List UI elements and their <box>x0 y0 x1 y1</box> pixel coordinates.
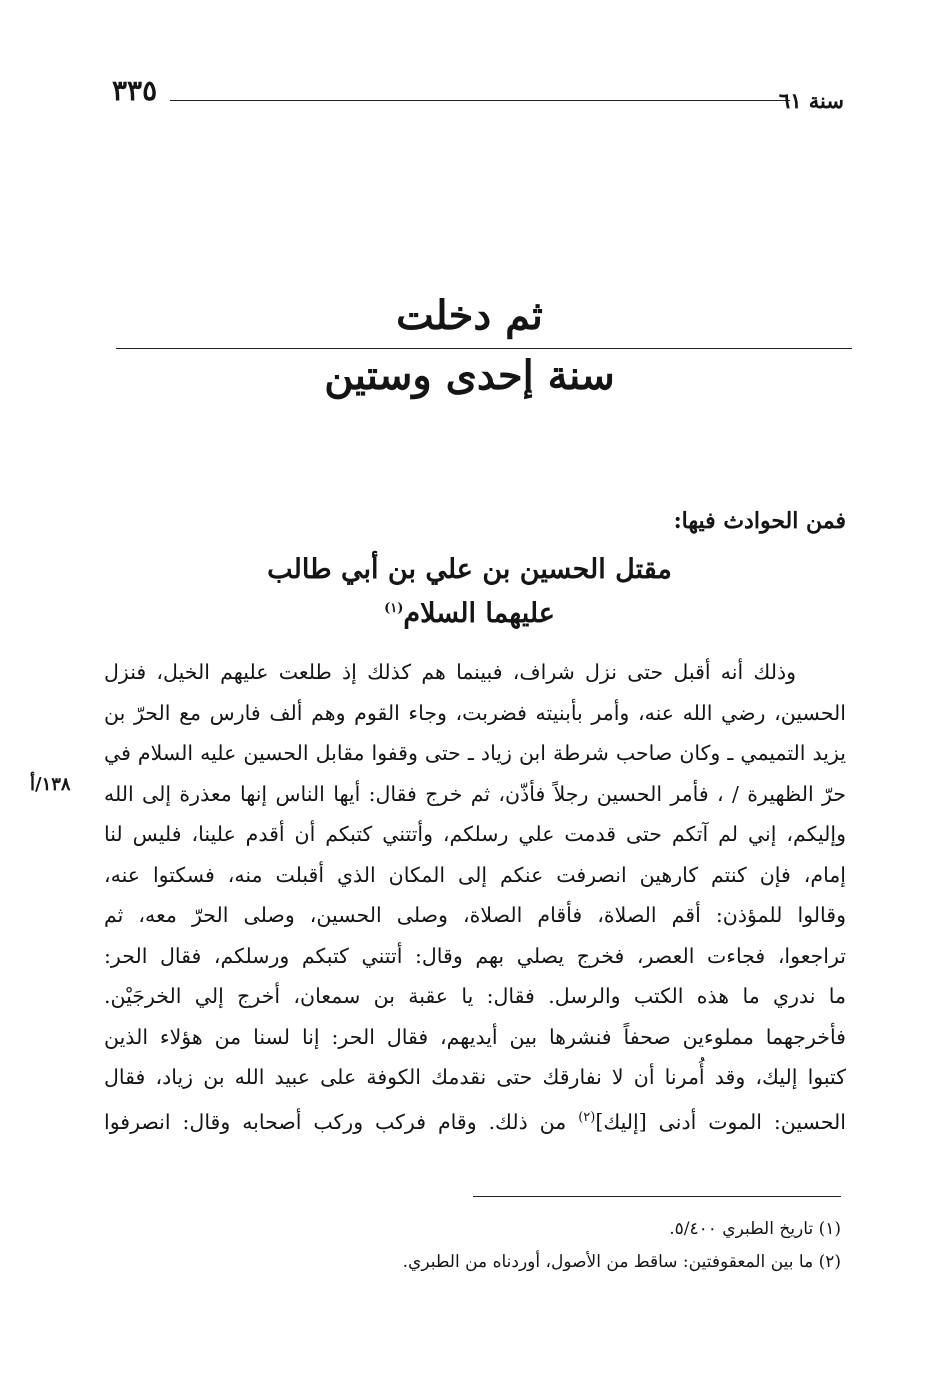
section-intro: فمن الحوادث فيها: <box>673 508 846 534</box>
chapter-divider <box>116 348 852 349</box>
section-title-line-1: مقتل الحسين بن علي بن أبي طالب <box>267 554 672 585</box>
body-line: كتبوا إليك، وقد أُمرنا أن لا نفارقك حتى نقدمك الكوفة على عبيد الله بن زياد، فقال <box>104 1065 846 1089</box>
page-number: ٣٣٥ <box>112 74 158 107</box>
chapter-title-line-2: سنة إحدى وستين <box>324 352 615 399</box>
body-line: وإليكم، إني لم آتكم حتى قدمت علي رسلكم، وأتتني كتبكم أن أقدم علينا، فليس لنا <box>104 822 846 846</box>
body-line: وقالوا للمؤذن: أقم الصلاة، فأقام الصلاة، وصلى الحسين، وصلى الحرّ معه، ثم <box>104 903 846 927</box>
body-line: الحسين، رضي الله عنه، وأمر بأبنيته فضربت، وجاء القوم وهم ألف فارس مع الحرّ بن <box>104 700 846 725</box>
footnote-ref-1: (١) <box>384 601 404 616</box>
body-line: يزيد التميمي ـ وكان صاحب شرطة ابن زياد ـ حتى وقفوا مقابل الحسين عليه السلام في <box>104 741 846 765</box>
footnote-ref-2: (٢) <box>578 1109 596 1125</box>
body-line-last-start: الحسين: الموت أدنى [إليك] <box>595 1109 846 1134</box>
footnote-1: (١) تاريخ الطبري ٥/٤٠٠. <box>669 1219 841 1239</box>
footnote-divider <box>473 1196 841 1197</box>
body-line: حرّ الظهيرة / ، فأمر الحسين رجلاً فأذّن، ثم خرج فقال: أيها الناس إنها معذرة إلى الله <box>104 781 846 806</box>
chapter-title-line-1: ثم دخلت <box>396 292 543 339</box>
body-line: تراجعوا، فجاءت العصر، فخرج يصلي بهم وقال: أتتني كتبكم ورسلكم، فقال الحر: <box>104 943 846 968</box>
body-line-last <box>104 1098 846 1142</box>
manuscript-folio-note: ١٣٨/أ <box>30 774 71 795</box>
body-line: وذلك أنه أقبل حتى نزل شراف، فبينما هم كذلك إذ طلعت عليهم الخيل، فنزل <box>104 660 796 684</box>
section-title-text: عليهما السلام <box>403 598 555 629</box>
section-title-line-2 <box>0 598 939 629</box>
body-line-last-end: من ذلك. وقام فركب وركب أصحابه وقال: انصرفوا <box>104 1109 579 1134</box>
body-line: إمام، فإن كنتم كارهين انصرفت عنكم إلى المكان الذي أقبلت منه، فسكتوا عنه، <box>104 862 846 887</box>
running-title: سنة ٦١ <box>778 88 844 113</box>
body-line: فأخرجهما مملوءين صحفاً فنشرها بين أيديهم، فقال الحر: إنا لسنا من هؤلاء الذين <box>104 1024 846 1049</box>
footnote-2: (٢) ما بين المعقوفتين: ساقط من الأصول، أوردناه من الطبري. <box>402 1252 841 1272</box>
body-paragraph <box>104 652 846 1142</box>
header-rule <box>170 100 790 101</box>
body-line: ما ندري ما هذه الكتب والرسل. فقال: يا عقبة بن سمعان، أخرج إلي الخرجَيْن. <box>104 984 846 1008</box>
